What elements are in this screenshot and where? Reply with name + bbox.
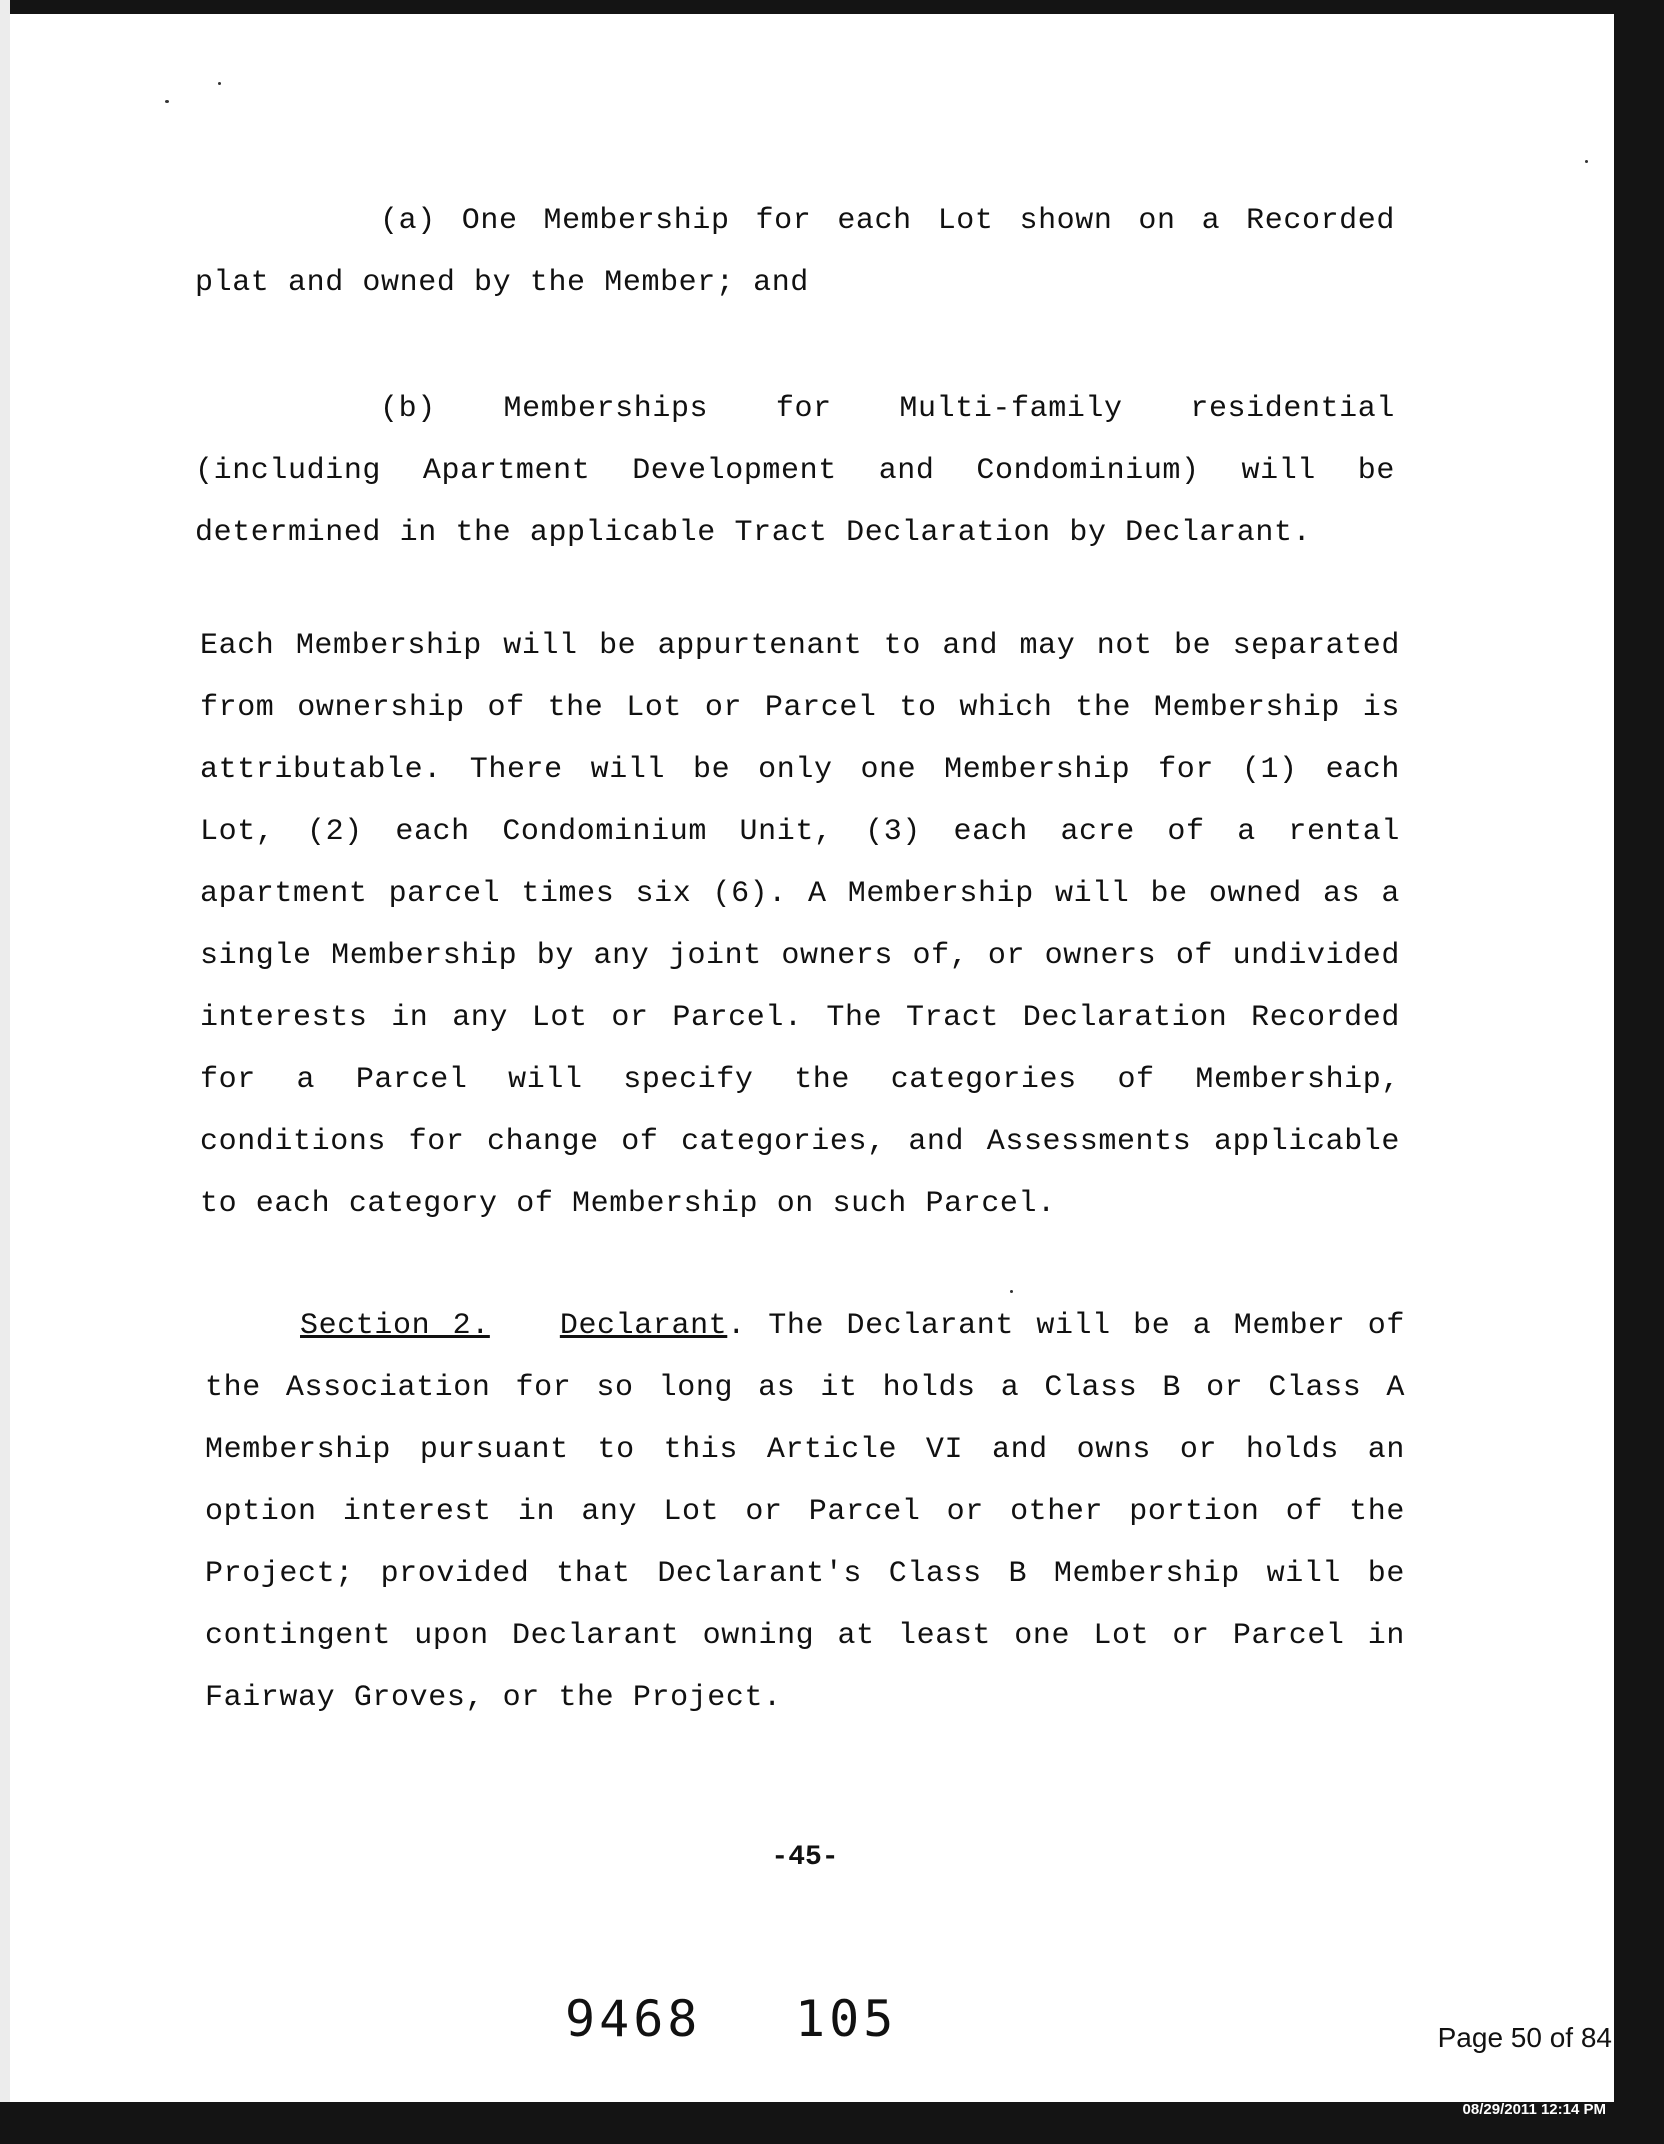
scan-border-right [1614,0,1664,2144]
scan-border-bottom [0,2102,1664,2144]
book-page-number: 105 [795,1990,898,2048]
page-number: -45- [771,1842,839,1873]
section-2-title: Declarant [559,1309,728,1343]
datetime-stamp: 08/29/2011 12:14 PM [1462,2101,1606,2118]
paragraph-b-label: (b) [380,392,436,426]
recording-book-page [565,1990,897,2048]
scan-border-left [0,0,10,2144]
section-2-heading: Section 2. [300,1309,490,1343]
page-count-stamp: Page 50 of 84 [1437,2022,1612,2053]
scan-border-top [0,0,1664,14]
paragraph-a [195,190,1395,314]
scan-speck [218,82,221,85]
section-2-paragraph [205,1295,1405,1729]
scan-speck [1585,160,1588,163]
paragraph-a-text: One Membership for each Lot shown on a Recorded plat and owned by the Member; and [195,204,1395,300]
section-2-text: . The Declarant will be a Member of the Association for so long as it holds a Class B or Class A Membership pursuant to this Article VI and owns or holds an option interest in any Lot or Parcel or other portion of the Project; provided that Declarant's Class B Membership will be contingent upon Declarant owning at least one Lot or Parcel in Fairway Groves, or the Project. [205,1309,1406,1715]
paragraph-a-label: (a) [380,204,436,238]
paragraph-b-text: Memberships for Multi-family residential (including Apartment Development and Condominium) will be determined in the applicable Tract Declaration by Declarant. [195,392,1395,550]
paragraph-membership: Each Membership will be appurtenant to and may not be separated from ownership of the Lot or Parcel to which the Membership is attributable. There will be only one Membership for (1) each Lot, (2) each Condominium Unit, (3) each acre of a rental apartment parcel times six (6). A Membership will be owned as a single Membership by any joint owners of, or owners of undivided interests in any Lot or Parcel. The Tract Declaration Recorded for a Parcel will specify the categories of Membership, conditions for change of categories, and Assessments applicable to each category of Membership on such Parcel. [200,629,1400,1221]
scan-speck [1010,1290,1013,1293]
book-number: 9468 [565,1990,702,2048]
scan-speck [165,100,169,103]
paragraph-b [195,378,1395,564]
